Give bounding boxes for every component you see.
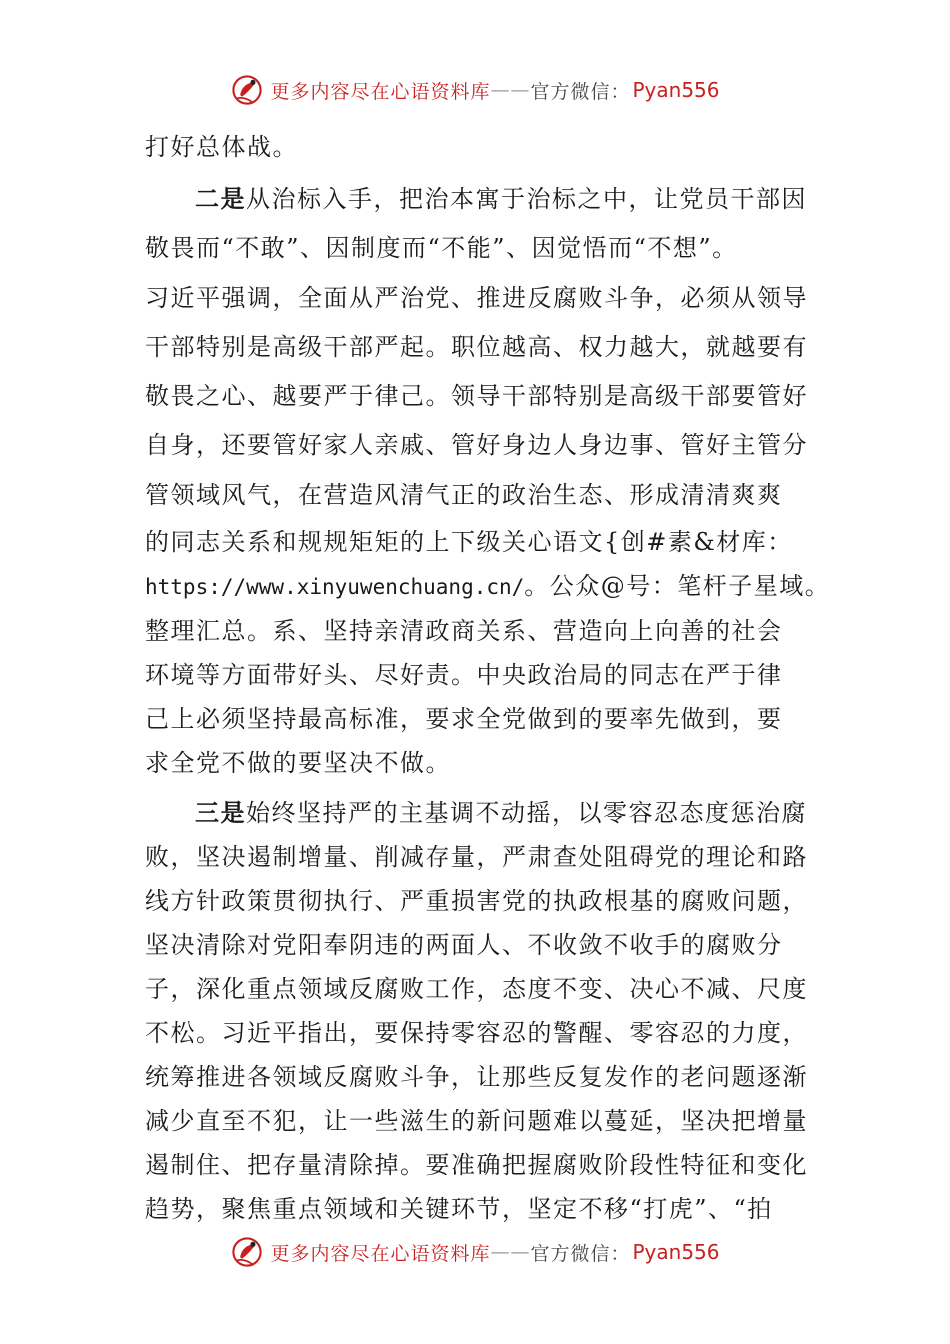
paragraph-2-line: 干部特别是高级干部严起。职位越高、权力越大，就越要有 xyxy=(145,332,808,361)
paragraph-2-line: 己上必须坚持最高标准，要求全党做到的要率先做到，要 xyxy=(145,705,783,734)
paragraph-2-line: 敬畏而“不敢”、因制度而“不能”、因觉悟而“不想”。 xyxy=(145,234,738,263)
paragraph-3-line: 三是始终坚持严的主基调不动摇，以零容忍态度惩治腐 xyxy=(195,799,807,828)
paragraph-3-line: 统筹推进各领域反腐败斗争，让那些反复发作的老问题逐渐 xyxy=(145,1063,808,1092)
paragraph-3-line: 坚决清除对党阳奉阴违的两面人、不收敛不收手的腐败分 xyxy=(145,931,783,960)
paragraph-2-line: 习近平强调，全面从严治党、推进反腐败斗争，必须从领导 xyxy=(145,283,808,312)
footer-wechat-label: 官方微信： xyxy=(530,1242,631,1265)
footer-wechat-id: Pyan556 xyxy=(632,1240,720,1264)
paragraph-2-line: 整理汇总。系、坚持亲清政商关系、营造向上向善的社会 xyxy=(145,617,783,646)
paragraph-3-lead: 三是 xyxy=(195,799,246,828)
paragraph-1 xyxy=(145,125,815,169)
paragraph-2-line: 的同志关系和规规矩矩的上下级关心语文{创#素&材库： xyxy=(145,528,793,557)
header-wechat-label: 官方微信： xyxy=(530,80,631,103)
paragraph-2-line: 二是从治标入手，把治本寓于治标之中，让党员干部因 xyxy=(195,185,807,213)
paragraph-3-line: 趋势，聚焦重点领域和关键环节，坚定不移“打虎”、“拍 xyxy=(145,1195,773,1224)
paragraph-1-text: 打好总体战。 xyxy=(145,133,298,161)
header-banner xyxy=(0,70,950,110)
paragraph-3-line: 减少直至不犯，让一些滋生的新问题难以蔓延，坚决把增量 xyxy=(145,1107,808,1136)
paragraph-2-line: 自身，还要管好家人亲戚、管好身边人身边事、管好主管分 xyxy=(145,431,808,460)
paragraph-2-line: 求全党不做的要坚决不做。 xyxy=(145,749,451,778)
website-link[interactable]: https://www.xinyuwenchuang.cn/ xyxy=(145,575,525,600)
paragraph-3-line: 子，深化重点领域反腐败工作，态度不变、决心不减、尺度 xyxy=(145,975,808,1004)
footer-banner xyxy=(0,1232,950,1272)
paragraph-2-line: 敬畏之心、越要严于律己。领导干部特别是高级干部要管好 xyxy=(145,382,808,411)
paragraph-2-lead: 二是 xyxy=(195,185,246,213)
paragraph-3 xyxy=(145,791,815,1231)
header-text: 更多内容尽在心语资料库 xyxy=(270,80,491,103)
paragraph-3-line: 遏制住、把存量清除掉。要准确把握腐败阶段性特征和变化 xyxy=(145,1151,808,1180)
footer-text: 更多内容尽在心语资料库 xyxy=(270,1242,491,1265)
paragraph-3-line: 线方针政策贯彻执行、严重损害党的执政根基的腐败问题， xyxy=(145,887,808,916)
footer-dash: —— xyxy=(490,1241,531,1263)
paragraph-3-line: 不松。习近平指出，要保持零容忍的警醒、零容忍的力度， xyxy=(145,1019,808,1048)
header-wechat-id: Pyan556 xyxy=(632,78,720,102)
paragraph-2 xyxy=(145,175,831,785)
flower-logo-icon xyxy=(230,73,264,107)
paragraph-3-line: 败，坚决遏制增量、削减存量，严肃查处阻碍党的理论和路 xyxy=(145,843,808,872)
flower-logo-icon xyxy=(230,1235,264,1269)
document-body xyxy=(145,125,831,1231)
paragraph-2-line: 环境等方面带好头、尽好责。中央政治局的同志在严于律 xyxy=(145,661,783,690)
paragraph-2-line: 管领域风气，在营造风清气正的政治生态、形成清清爽爽 xyxy=(145,480,783,509)
paragraph-2-url-line: https://www.xinyuwenchuang.cn/。公众@号：笔杆子星域。 xyxy=(145,572,831,601)
header-dash: —— xyxy=(490,79,531,101)
